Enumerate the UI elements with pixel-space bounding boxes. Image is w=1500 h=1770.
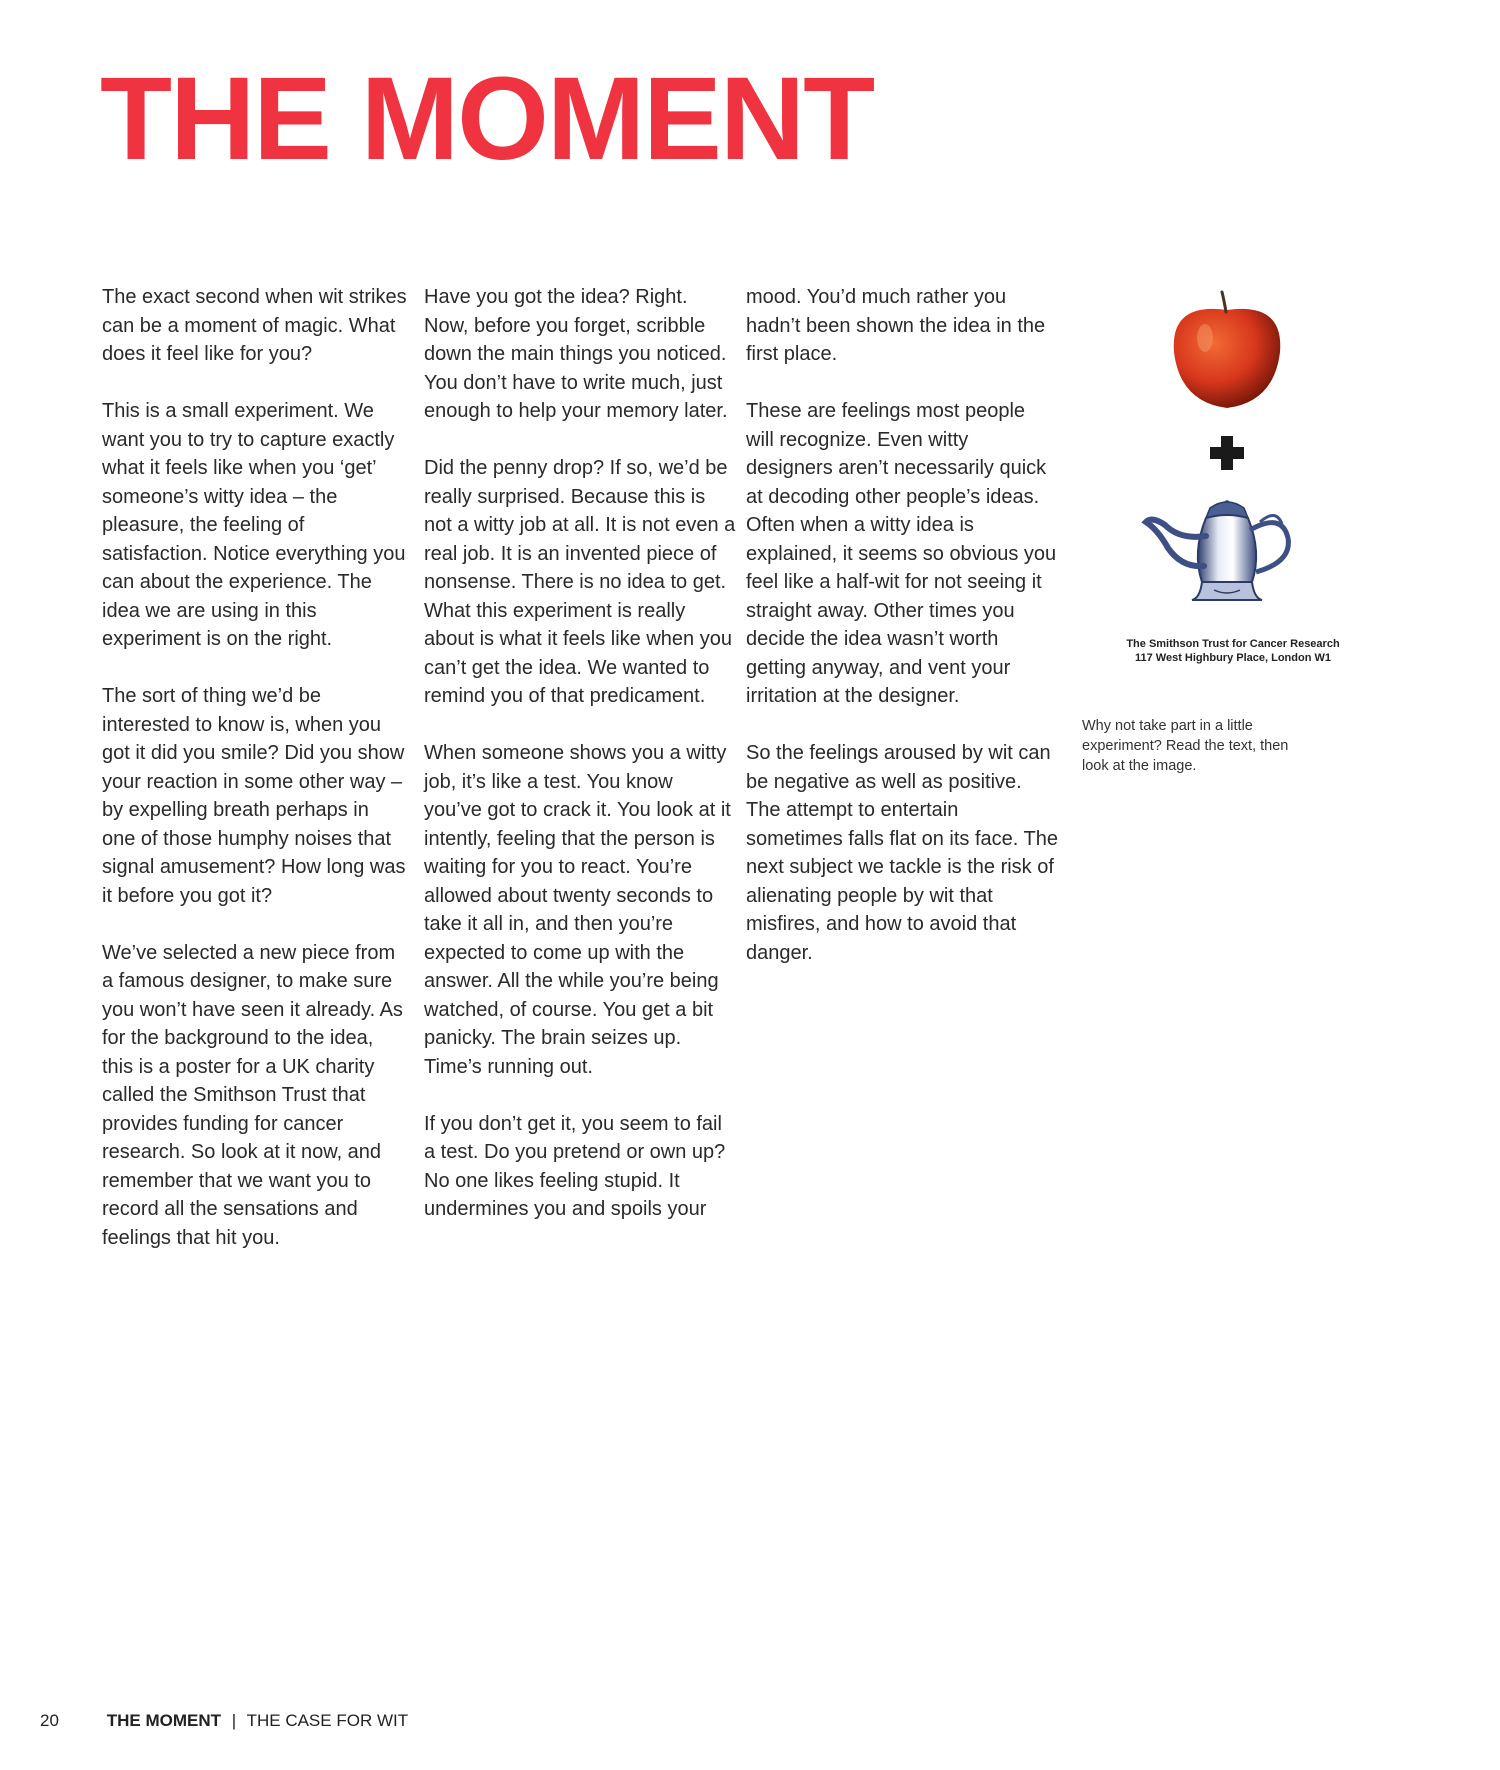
paragraph: If you don’t get it, you seem to fail a test. Do you pretend or own up? No one likes feeling stupid. It undermines you and spoils your [424,1112,726,1220]
footer-book-title: THE CASE FOR WIT [246,1711,409,1730]
paragraph: The exact second when wit strikes can be a moment of magic. What does it feel like for you? [102,286,407,365]
text-column-2 [424,283,736,1252]
poster-illustration [1110,290,1345,630]
plus-icon [1210,436,1244,470]
footer-separator: | [231,1711,237,1730]
side-note: Why not take part in a little experiment? Read the text, then look at the image. [1082,718,1289,774]
footer [40,1711,408,1731]
page-number: 20 [40,1711,59,1730]
paragraph: We’ve selected a new piece from a famous designer, to make sure you won’t have seen it already. As for the background to the idea, this is a poster for a UK charity called the Smithson Trust that provides funding for cancer research. So look at it now, and remember that we want you to record all the sensations and feelings that hit you. [102,941,403,1249]
text-column-3 [746,283,1058,996]
paragraph: mood. You’d much rather you hadn’t been shown the idea in the first place. [746,286,1046,365]
poster-caption [1098,637,1368,665]
text-column-1 [102,283,407,1281]
teapot-icon [1146,500,1288,600]
paragraph: This is a small experiment. We want you to try to capture exactly what it feels like when you ‘get’ someone’s witty idea – the pleasure, the feeling of satisfaction. Notice everything you can about the experience. The idea we are using in this experiment is on the right. [102,400,406,650]
page-title: THE MOMENT [100,53,874,185]
poster-image [1110,290,1345,680]
paragraph: Have you got the idea? Right. Now, before you forget, scribble down the main things you noticed. You don’t have to write much, just enough to help your memory later. [424,286,728,422]
paragraph: When someone shows you a witty job, it’s like a test. You know you’ve got to crack it. You look at it intently, feeling that the person is waiting for you to react. You’re allowed about twenty seconds to take it all in, and then you’re expected to come up with the answer. All the while you’re being watched, of course. You get a bit panicky. The brain seizes up. Time’s running out. [424,742,731,1078]
poster-caption-line-1: The Smithson Trust for Cancer Research [1126,638,1340,650]
paragraph: So the feelings aroused by wit can be negative as well as positive. The attempt to entertain sometimes falls flat on its face. The next subject we tackle is the risk of alienating people by wit that misfires, and how to avoid that danger. [746,742,1058,964]
poster-caption-line-2: 117 West Highbury Place, London W1 [1134,652,1331,664]
paragraph: These are feelings most people will recognize. Even witty designers aren’t necessarily quick at decoding other people’s ideas. Often when a witty idea is explained, it seems so obvious you feel like a half-wit for not seeing it straight away. Other times you decide the idea wasn’t worth getting anyway, and vent your irritation at the designer. [746,400,1057,707]
paragraph: The sort of thing we’d be interested to know is, when you got it did you smile? Did you show your reaction in some other way – by expelling breath perhaps in one of those humphy noises that signal amusement? How long was it before you got it? [102,685,406,907]
paragraph: Did the penny drop? If so, we’d be really surprised. Because this is not a witty job at all. It is not even a real job. It is an invented piece of nonsense. There is no idea to get. What this experiment is really about is what it feels like when you can’t get the idea. We wanted to remind you of that predicament. [424,457,736,707]
footer-section-title: THE MOMENT [106,1711,222,1730]
apple-icon [1174,292,1281,408]
